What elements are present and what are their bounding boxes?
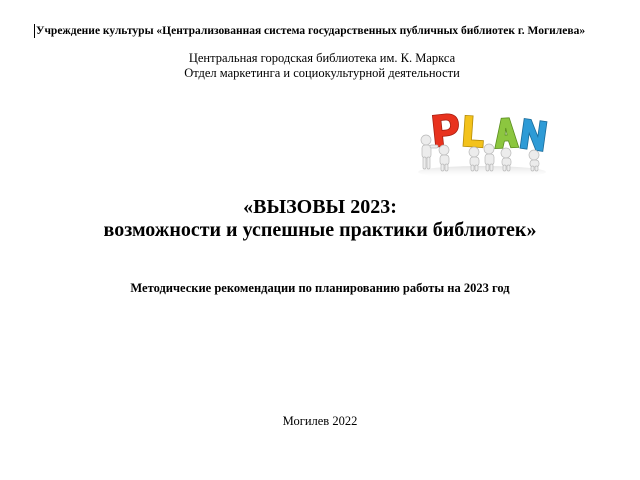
letter-l-icon <box>463 115 485 147</box>
title-line-1: «ВЫЗОВЫ 2023: <box>243 196 397 218</box>
text-cursor <box>34 24 35 38</box>
document-subtitle: Методические рекомендации по планированию работы на 2023 год <box>130 281 510 295</box>
library-name: Центральная городская библиотека им. К. Маркса <box>188 51 456 65</box>
document-title <box>0 196 640 242</box>
city-year: Могилев 2022 <box>282 414 358 428</box>
letter-a-icon <box>493 117 519 148</box>
plan-figures-illustration <box>414 106 550 180</box>
department-name: Отдел маркетинга и социокультурной деятельности <box>184 66 460 80</box>
letter-n-icon <box>520 118 547 151</box>
letter-p-icon <box>432 113 460 147</box>
organization-name: Учреждение культуры «Централизованная система государственных публичных библиотек г. Могилева» <box>36 25 586 37</box>
library-info <box>0 51 640 81</box>
title-line-2: возможности и успешные практики библиотек» <box>103 219 537 241</box>
